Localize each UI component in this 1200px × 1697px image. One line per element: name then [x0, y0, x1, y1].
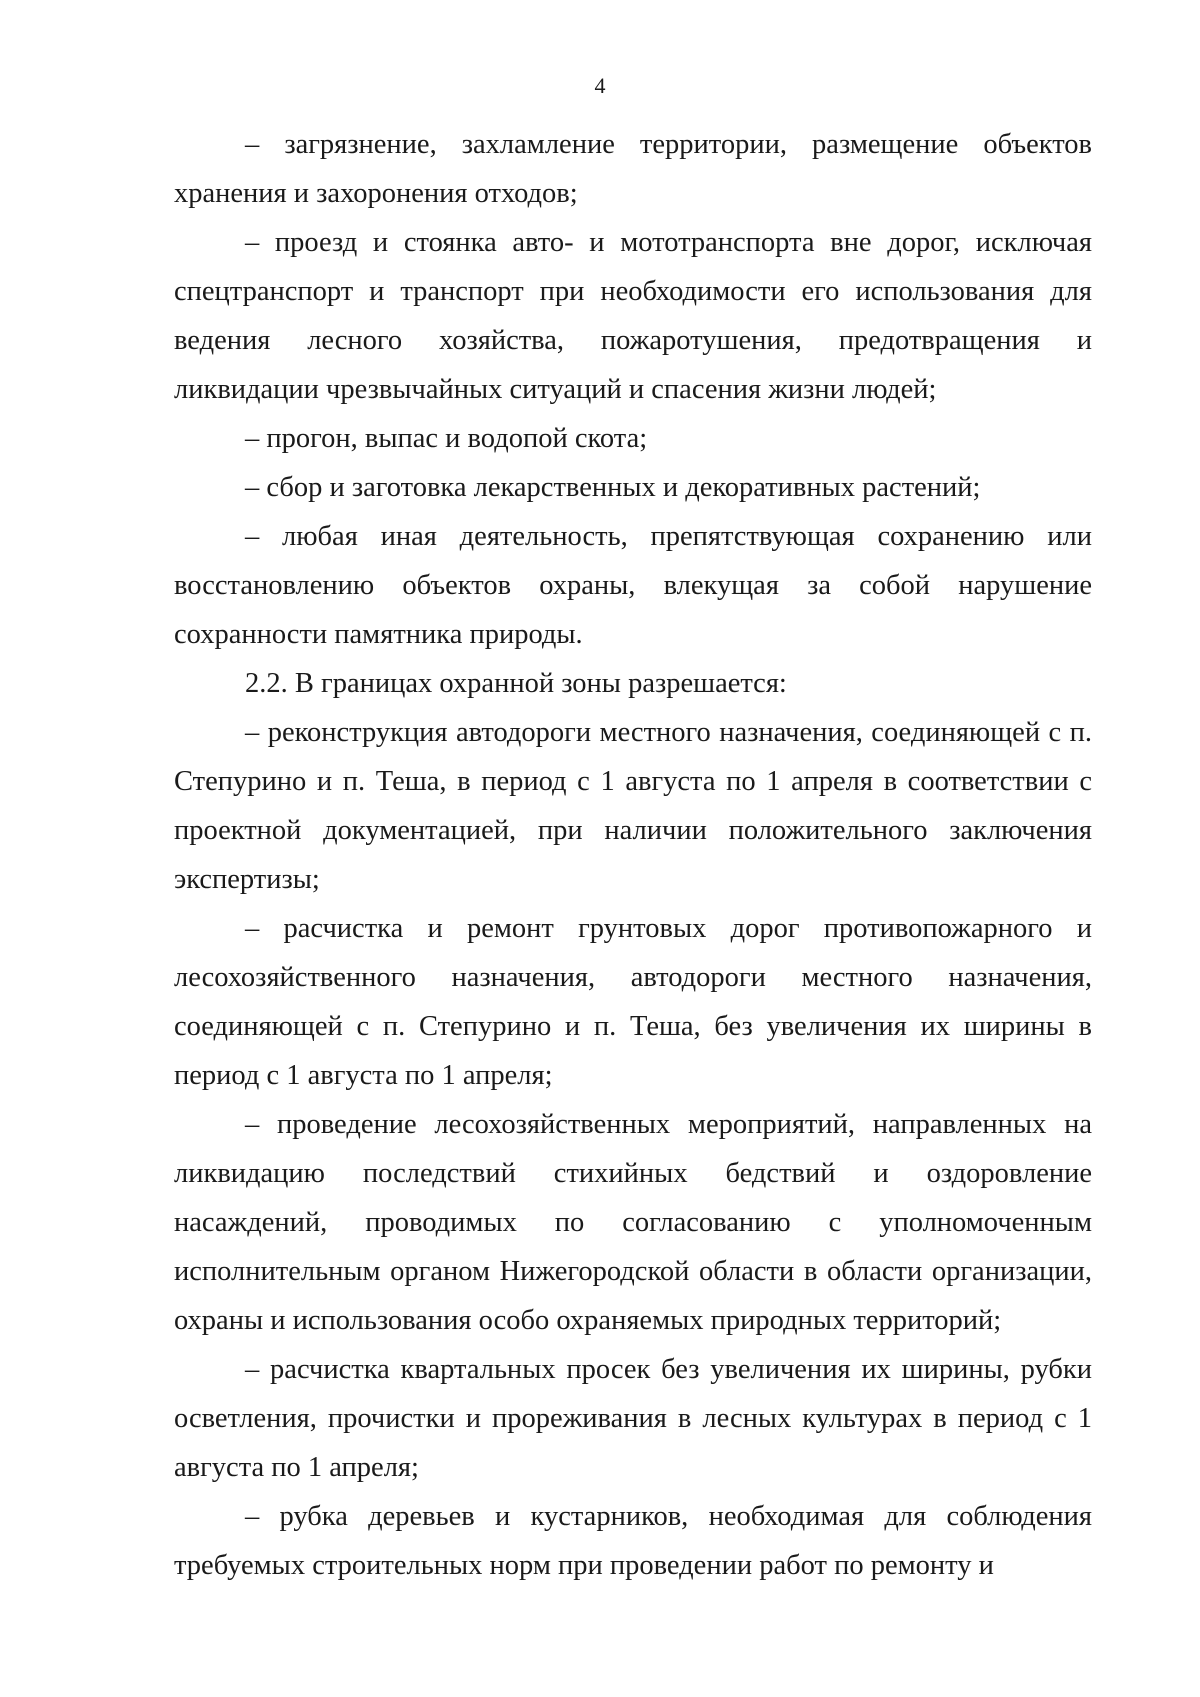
page-number: 4: [594, 73, 606, 98]
document-body: [174, 120, 1092, 1590]
list-item-clearing-cuttings: – расчистка квартальных просек без увеличения их ширины, рубки осветления, прочистки и прореживания в лесных культурах в период с 1 августа по 1 апреля;: [174, 1354, 1092, 1483]
list-item-tree-felling: – рубка деревьев и кустарников, необходимая для соблюдения требуемых строительных норм при проведении работ по ремонту и: [174, 1501, 1092, 1581]
section-heading-2-2: 2.2. В границах охранной зоны разрешается:: [245, 668, 787, 699]
list-item-road-clearing: – расчистка и ремонт грунтовых дорог противопожарного и лесохозяйственного назначения, автодороги местного назначения, соединяющей с п. Степурино и п. Теша, без увеличения их ширины в период с 1 августа по 1 апреля;: [174, 913, 1092, 1091]
list-item-road-reconstruction: – реконструкция автодороги местного назначения, соединяющей с п. Степурино и п. Теша, в период с 1 августа по 1 апреля в соответствии с проектной документацией, при наличии положительного заключения экспертизы;: [174, 717, 1092, 895]
list-item-pollution-ban: – загрязнение, захламление территории, размещение объектов хранения и захоронения отходов;: [174, 129, 1092, 209]
list-item-plant-collection-ban: – сбор и заготовка лекарственных и декоративных растений;: [245, 472, 981, 503]
list-item-other-activity-ban: – любая иная деятельность, препятствующая сохранению или восстановлению объектов охраны, влекущая за собой нарушение сохранности памятника природы.: [174, 521, 1092, 650]
list-item-livestock-ban: – прогон, выпас и водопой скота;: [245, 423, 648, 454]
list-item-vehicle-ban: – проезд и стоянка авто- и мототранспорта вне дорог, исключая спецтранспорт и транспорт при необходимости его использования для ведения лесного хозяйства, пожаротушения, предотвращения и ликвидации чрезвычайных ситуаций и спасения жизни людей;: [174, 227, 1092, 405]
list-item-forestry-measures: – проведение лесохозяйственных мероприятий, направленных на ликвидацию последствий стихийных бедствий и оздоровление насаждений, проводимых по согласованию с уполномоченным исполнительным органом Нижегородской области в области организации, охраны и использования особо охраняемых природных территорий;: [174, 1109, 1092, 1336]
